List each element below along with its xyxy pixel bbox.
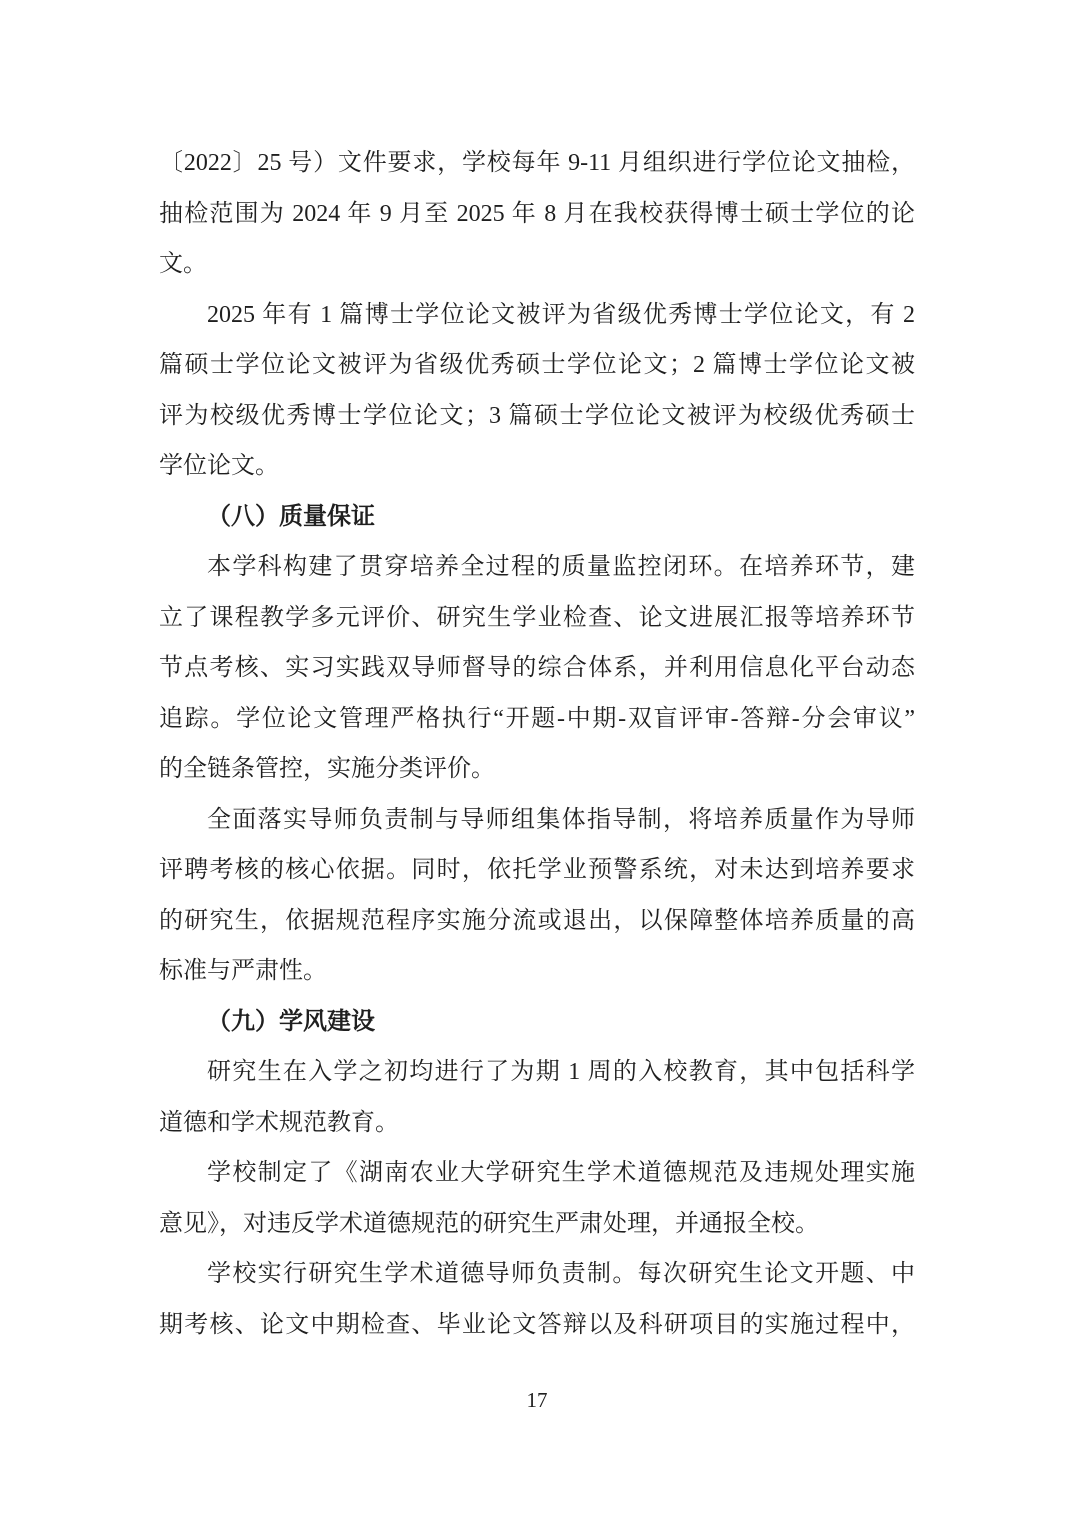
text-line: 的全链条管控，实施分类评价。 [159, 756, 495, 782]
document-body [159, 138, 915, 1350]
text-line: 意见》，对违反学术道德规范的研究生严肃处理，并通报全校。 [159, 1210, 819, 1237]
section-heading: （九）学风建设 [207, 1008, 375, 1035]
text-line: 道德和学术规范教育。 [159, 1109, 399, 1136]
text-line: 的研究生，依据规范程序实施分流或退出，以保障整体培养质量的高 [159, 907, 915, 934]
text-line: 学校制定了《湖南农业大学研究生学术道德规范及违规处理实施 [207, 1160, 915, 1186]
text-line: 本学科构建了贯穿培养全过程的质量监控闭环。在培养环节，建 [207, 554, 915, 580]
text-line: 研究生在入学之初均进行了为期 1 周的入校教育，其中包括科学 [207, 1059, 915, 1085]
section-heading: （八）质量保证 [207, 503, 375, 530]
text-line: 学校实行研究生学术道德导师负责制。每次研究生论文开题、中 [207, 1261, 915, 1287]
text-line: 标准与严肃性。 [159, 958, 327, 984]
text-line: 学位论文。 [159, 453, 279, 479]
page-footer [0, 1388, 1074, 1412]
text-line: 追踪。学位论文管理严格执行“开题-中期-双盲评审-答辩-分会审议” [159, 705, 915, 732]
text-line: 〔2022〕25 号）文件要求，学校每年 9-11 月组织进行学位论文抽检， [159, 150, 915, 176]
text-line: 节点考核、实习实践双导师督导的综合体系，并利用信息化平台动态 [159, 655, 915, 681]
text-line: 期考核、论文中期检查、毕业论文答辩以及科研项目的实施过程中， [159, 1311, 915, 1338]
text-line: 全面落实导师负责制与导师组集体指导制，将培养质量作为导师 [207, 806, 915, 833]
text-line: 评聘考核的核心依据。同时，依托学业预警系统，对未达到培养要求 [159, 857, 915, 883]
text-line: 文。 [159, 251, 207, 277]
text-line: 抽检范围为 2024 年 9 月至 2025 年 8 月在我校获得博士硕士学位的论 [159, 200, 915, 227]
text-line: 2025 年有 1 篇博士学位论文被评为省级优秀博士学位论文，有 2 [207, 301, 915, 328]
text-line: 评为校级优秀博士学位论文；3 篇硕士学位论文被评为校级优秀硕士 [159, 402, 915, 429]
text-line: 立了课程教学多元评价、研究生学业检查、论文进展汇报等培养环节 [159, 604, 915, 631]
page-number: 17 [526, 1388, 548, 1412]
text-line: 篇硕士学位论文被评为省级优秀硕士学位论文；2 篇博士学位论文被 [159, 352, 915, 378]
